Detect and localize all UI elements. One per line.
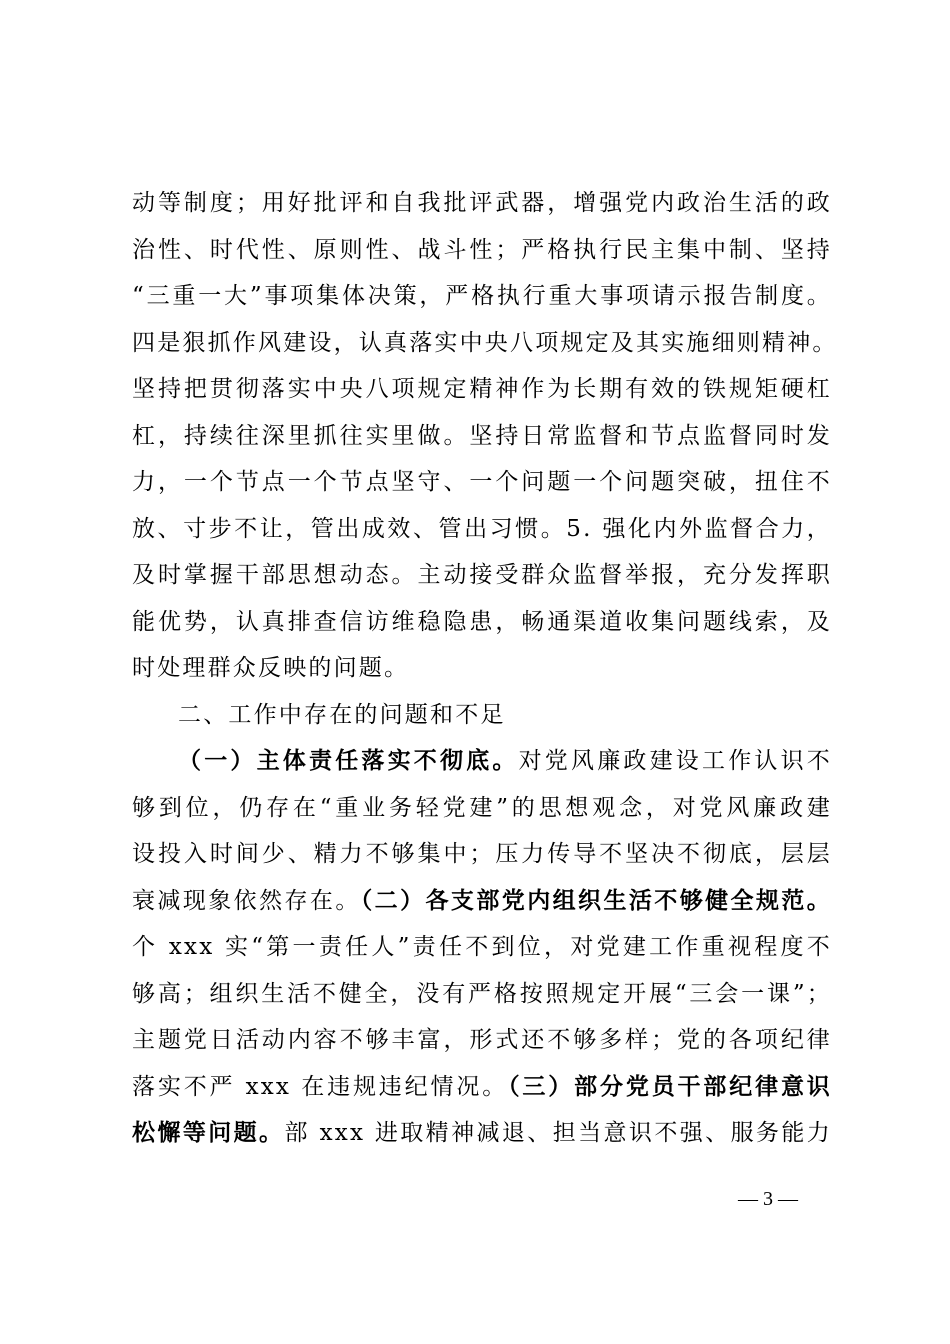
section-heading: 二、工作中存在的问题和不足 — [178, 701, 506, 728]
text-line: 能优势，认真排查信访维稳隐患，畅通渠道收集问题线索，及 — [132, 608, 832, 635]
text-line: 治性、时代性、原则性、战斗性；严格执行民主集中制、坚持 — [132, 236, 832, 263]
body-text — [132, 180, 838, 1157]
subheading-1: （一）主体责任落实不彻底。 — [178, 747, 519, 774]
text-line: 及时掌握干部思想动态。主动接受群众监督举报，充分发挥职 — [132, 562, 832, 588]
text-line: 个 xxx 实“第一责任人”责任不到位，对党建工作重视程度不 — [132, 934, 832, 960]
subheading-3: （三）部分党员干部纪律意识 — [508, 1072, 833, 1100]
text-line: 够高；组织生活不健全，没有严格按照规定开展“三会一课”； — [132, 980, 832, 1007]
text-line: 够到位，仍存在“重业务轻党建”的思想观念，对党风廉政建 — [132, 794, 832, 821]
text-span: 部 xxx 进取精神减退、担当意识不强、服务能力 — [284, 1120, 832, 1146]
page-number: — 3 — — [738, 1188, 798, 1210]
text-line: 放、寸步不让，管出成效、管出习惯。5. 强化内外监督合力， — [132, 515, 832, 542]
subheading-3-end: 松懈等问题。 — [132, 1119, 285, 1146]
text-line: 动等制度；用好批评和自我批评武器，增强党内政治生活的政 — [132, 190, 832, 216]
text-span: 衰减现象依然存在。 — [132, 887, 361, 914]
text-line — [132, 1110, 832, 1157]
text-span: 对党风廉政建设工作认识不 — [518, 748, 832, 774]
text-line: 杠，持续往深里抓往实里做。坚持日常监督和节点监督同时发 — [132, 422, 832, 449]
text-line — [132, 738, 832, 785]
text-line: 坚持把贯彻落实中央八项规定精神作为长期有效的铁规矩硬杠 — [132, 376, 832, 402]
text-line: “三重一大”事项集体决策，严格执行重大事项请示报告制度。 — [132, 283, 832, 309]
text-line — [132, 878, 832, 925]
text-span: 落实不严 xxx 在违规违纪情况。 — [132, 1073, 509, 1100]
text-line: 主题党日活动内容不够丰富，形式还不够多样；党的各项纪律 — [132, 1027, 832, 1053]
text-line: 时处理群众反映的问题。 — [132, 655, 410, 681]
text-line: 设投入时间少、精力不够集中；压力传导不坚决不彻底，层层 — [132, 841, 832, 867]
text-line — [132, 1064, 832, 1111]
subheading-2: （二）各支部党内组织生活不够健全规范。 — [360, 886, 832, 914]
text-line: 力，一个节点一个节点坚守、一个问题一个问题突破，扭住不 — [132, 469, 832, 495]
text-line: 四是狠抓作风建设，认真落实中央八项规定及其实施细则精神。 — [132, 329, 838, 356]
